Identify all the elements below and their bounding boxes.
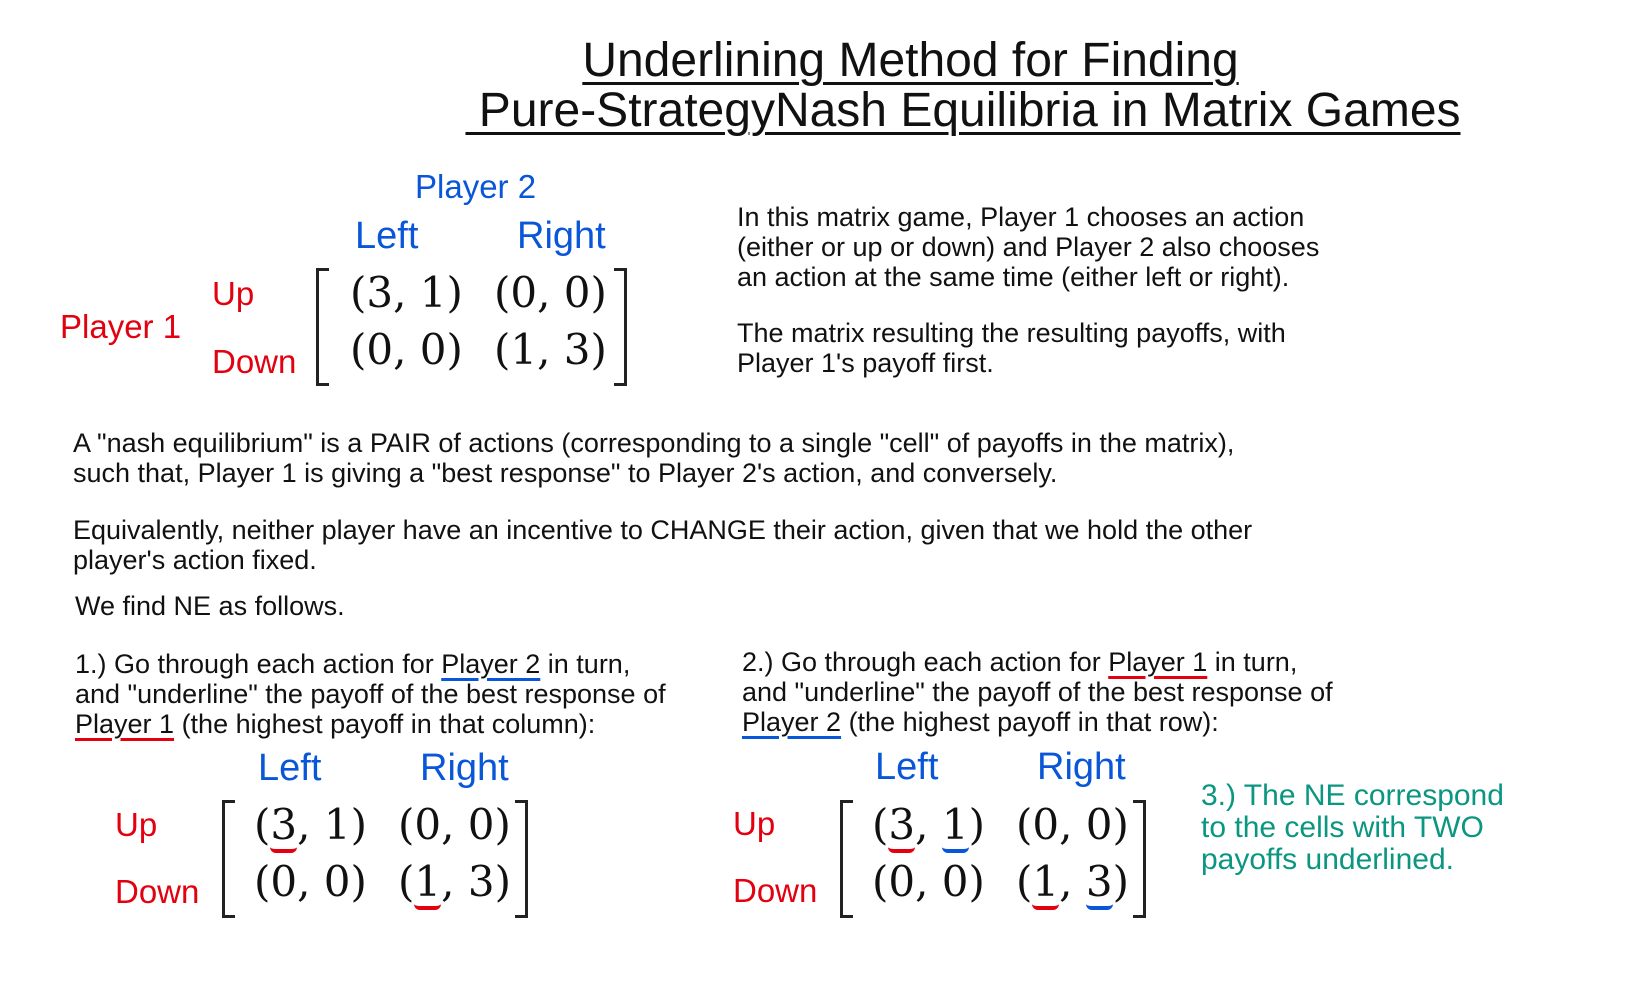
payoff-up-right: (0, 0) [398, 800, 511, 849]
paren: ( [872, 800, 889, 849]
page-title [0, 36, 1626, 136]
row-header-up: Up [115, 806, 158, 843]
payoff-down-left: (0, 0) [350, 325, 463, 374]
underlined-payoff: 1 [942, 800, 969, 853]
comma: , [1059, 857, 1086, 906]
left-bracket [222, 800, 235, 918]
underlined-payoff: 1 [414, 857, 441, 910]
player1-underlined: Player 1 [75, 709, 175, 739]
paren: ) [494, 857, 511, 906]
text-line [75, 649, 666, 679]
text-line: and "underline" the payoff of the best response of [75, 679, 666, 709]
row-header-down: Down [115, 873, 200, 910]
title-line-2: Pure-StrategyNash Equilibria in Matrix Games [465, 84, 1461, 137]
paren: ( [254, 800, 271, 849]
right-bracket [515, 800, 528, 918]
paren: ) [1112, 857, 1129, 906]
col-header-left: Left [258, 747, 322, 789]
text-line [75, 709, 666, 739]
underlined-payoff: 3 [270, 800, 297, 853]
player2-underlined: Player 2 [742, 707, 842, 737]
paren: ( [398, 857, 415, 906]
paren: ) [350, 800, 367, 849]
text-line: Player 1's payoff first. [737, 348, 994, 378]
left-bracket [316, 268, 329, 386]
text-line: payoffs underlined. [1201, 843, 1454, 876]
intro-paragraph-2 [737, 318, 1286, 378]
text-line: The matrix resulting the resulting payoffs, with [737, 318, 1286, 348]
player2-underlined: Player 2 [441, 649, 541, 679]
find-ne-intro: We find NE as follows. [75, 591, 345, 621]
step1-text [75, 649, 666, 739]
row-header-down: Down [212, 343, 297, 380]
text: in turn, [540, 649, 631, 679]
col-header-left: Left [875, 746, 939, 788]
payoff: 1 [323, 800, 351, 849]
text: (the highest payoff in that column): [174, 709, 596, 739]
payoff-up-left [254, 800, 367, 849]
right-bracket [614, 268, 627, 386]
payoff-down-right [1016, 857, 1129, 906]
definition-paragraph [73, 428, 1234, 488]
underlined-payoff: 3 [888, 800, 915, 853]
col-header-left: Left [355, 215, 419, 257]
right-bracket [1133, 800, 1146, 918]
step2-text [742, 647, 1333, 737]
text-line: and "underline" the payoff of the best response of [742, 677, 1333, 707]
payoff-down-right: (1, 3) [494, 325, 607, 374]
player1-label: Player 1 [60, 308, 182, 345]
payoff-down-right [398, 857, 511, 906]
text-line: player's action fixed. [73, 545, 317, 575]
text-line [742, 707, 1333, 737]
text-line: such that, Player 1 is giving a "best response" to Player 2's action, and conversely. [73, 458, 1058, 488]
text-line: (either or up or down) and Player 2 also chooses [737, 232, 1320, 262]
payoff-down-left: (0, 0) [254, 857, 367, 906]
text: 2.) Go through each action for [742, 647, 1109, 677]
text-line: Equivalently, neither player have an incentive to CHANGE their action, given that we hold the other [73, 515, 1253, 545]
paren: ) [968, 800, 985, 849]
left-bracket [840, 800, 853, 918]
payoff-up-left [872, 800, 985, 849]
player2-label: Player 2 [415, 168, 537, 205]
text: (the highest payoff in that row): [841, 707, 1219, 737]
step3-text [1201, 780, 1504, 876]
col-header-right: Right [1037, 746, 1126, 788]
row-header-up: Up [733, 805, 776, 842]
row-header-up: Up [212, 275, 255, 312]
payoff: 3 [467, 857, 495, 906]
equivalence-paragraph [73, 515, 1252, 575]
paren: ( [1016, 857, 1033, 906]
payoff-up-right: (0, 0) [1016, 800, 1129, 849]
text-line: A "nash equilibrium" is a PAIR of actions (corresponding to a single "cell" of payoffs in the matrix), [73, 428, 1235, 458]
text-line: an action at the same time (either left or right). [737, 262, 1290, 292]
underlined-payoff: 1 [1032, 857, 1059, 910]
payoff-down-left: (0, 0) [872, 857, 985, 906]
text-line: 3.) The NE correspond [1201, 779, 1504, 812]
payoff-up-right: (0, 0) [494, 268, 607, 317]
player1-underlined: Player 1 [1108, 647, 1208, 677]
underlined-payoff: 3 [1086, 857, 1113, 910]
text: 1.) Go through each action for [75, 649, 442, 679]
col-header-right: Right [517, 215, 606, 257]
row-header-down: Down [733, 872, 818, 909]
text-line: to the cells with TWO [1201, 811, 1484, 844]
col-header-right: Right [420, 747, 509, 789]
payoff-up-left: (3, 1) [350, 268, 463, 317]
text-line: In this matrix game, Player 1 chooses an action [737, 202, 1305, 232]
text: in turn, [1207, 647, 1298, 677]
text-line [742, 647, 1333, 677]
comma: , [441, 857, 468, 906]
comma: , [915, 800, 942, 849]
comma: , [297, 800, 324, 849]
title-line-1: Underlining Method for Finding [582, 34, 1239, 87]
intro-paragraph-1 [737, 202, 1319, 292]
